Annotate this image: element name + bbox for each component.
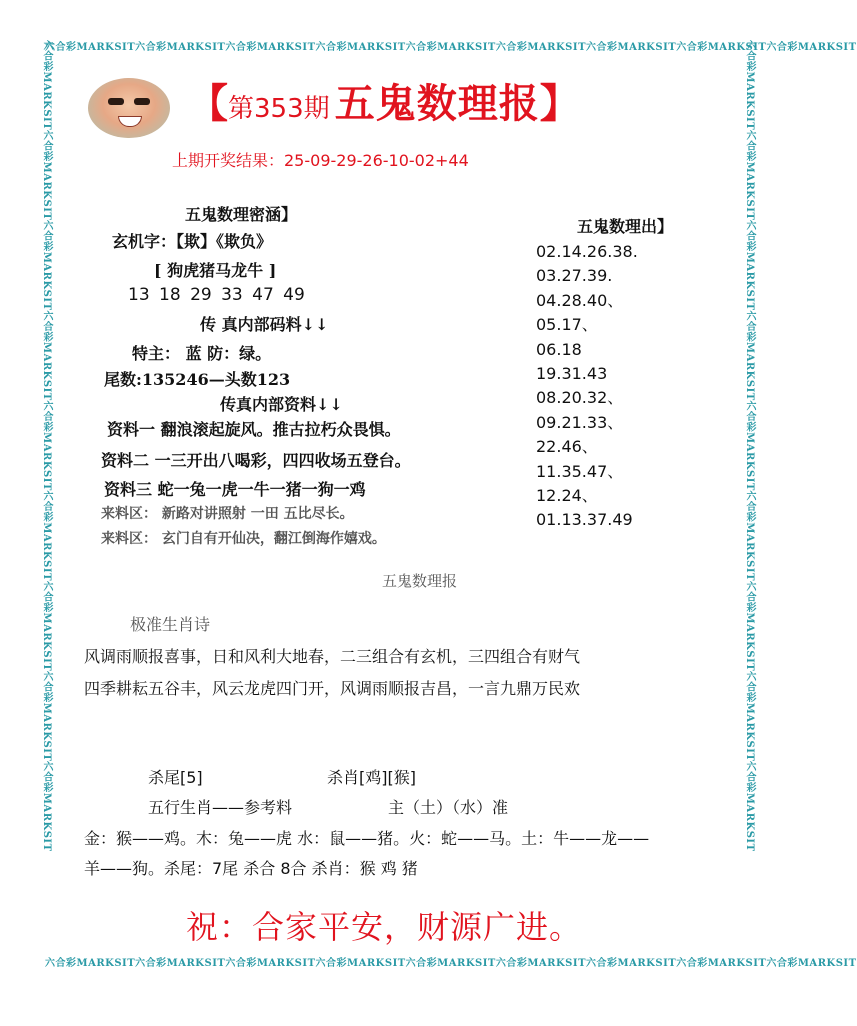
kill-zodiac: 杀肖[鸡][猴] (327, 768, 416, 787)
left-heading: 五鬼数理密涵】 (185, 205, 298, 224)
poem-line-2: 四季耕耘五谷丰，风云龙虎四门开，风调雨顺报吉昌，一言九鼎万民欢 (84, 679, 581, 698)
ziliao-2: 资料二 一三开出八喝彩，四四收场五登台。 (101, 451, 411, 470)
poem-line-1: 风调雨顺报喜事，日和风利大地春，二三组合有玄机，三四组合有财气 (84, 647, 581, 666)
fax-line-1: 传 真内部码料↓↓ (200, 315, 329, 334)
laoliao-2: 来料区： 玄门自有开仙决，翻江倒海作嬉戏。 (101, 531, 386, 547)
wuxing-line-1: 金：猴——鸡。木：兔——虎 水：鼠——猪。火：蛇——马。土：牛——龙—— (84, 829, 650, 848)
number-row: 12.24、 (536, 486, 598, 506)
number-row: 01.13.37.49 (536, 510, 633, 530)
special-line: 特主： 蓝 防：绿。 (132, 344, 272, 363)
wuxing-line-2: 羊——狗。杀尾：7尾 杀合 8合 杀肖：猴 鸡 猪 (84, 859, 418, 878)
wuxing-main: 主（土）（水）准 (388, 798, 509, 817)
number-row: 02.14.26.38. (536, 242, 638, 261)
issue-number: 第353期 (228, 94, 330, 124)
title-bracket-close: 】 (539, 81, 580, 127)
xuanji-line: 玄机字：【欺】《欺负》 (112, 232, 273, 251)
number-row: 09.21.33、 (536, 412, 624, 432)
border-left: 六合彩MARKSIT六合彩MARKSIT六合彩MARKSIT六合彩MARKSIT六合彩MARKSIT六合彩MARKSIT六合彩MARKSIT六合彩MARKSIT六合彩MARKSIT (41, 40, 52, 852)
border-bottom: 六合彩MARKSIT六合彩MARKSIT六合彩MARKSIT六合彩MARKSIT六合彩MARKSIT六合彩MARKSIT六合彩MARKSIT六合彩MARKSIT六合彩MARKSIT (45, 958, 857, 969)
number-row: 22.46、 (536, 437, 598, 457)
border-top: 六合彩MARKSIT六合彩MARKSIT六合彩MARKSIT六合彩MARKSIT六合彩MARKSIT六合彩MARKSIT六合彩MARKSIT六合彩MARKSIT六合彩MARKSIT (45, 42, 857, 53)
right-number-list (536, 240, 638, 533)
tail-line: 尾数:135246—头数123 (104, 370, 291, 389)
section-subtitle: 五鬼数理报 (382, 572, 458, 590)
wuxing-label: 五行生肖——参考料 (148, 798, 293, 817)
ziliao-3: 资料三 蛇一兔一虎一牛一猪一狗一鸡 (104, 480, 366, 499)
number-row: 19.31.43 (536, 364, 608, 384)
border-right: 六合彩MARKSIT六合彩MARKSIT六合彩MARKSIT六合彩MARKSIT六合彩MARKSIT六合彩MARKSIT六合彩MARKSIT六合彩MARKSIT六合彩MARKSIT (744, 40, 755, 852)
ziliao-1: 资料一 翻浪滚起旋风。推古拉朽众畏惧。 (107, 420, 401, 439)
portrait-image (88, 78, 170, 138)
poem-label: 极准生肖诗 (130, 615, 211, 634)
last-result: 上期开奖结果：25-09-29-26-10-02+44 (172, 151, 469, 170)
fax-line-2: 传真内部资料↓↓ (220, 395, 343, 414)
laoliao-1: 来料区： 新路对讲照射 一田 五比尽长。 (101, 506, 354, 522)
number-row: 03.27.39. (536, 266, 613, 286)
number-row: 06.18 (536, 339, 582, 359)
number-row: 04.28.40、 (536, 290, 624, 310)
number-row: 11.35.47、 (536, 461, 624, 481)
blessing: 祝：合家平安，财源广进。 (186, 908, 583, 946)
page-title (188, 78, 580, 130)
number-row: 08.20.32、 (536, 388, 624, 408)
zodiac-line: [ 狗虎猪马龙牛 ] (154, 261, 277, 280)
kill-tail: 杀尾[5] (148, 768, 203, 787)
right-heading: 五鬼数理出】 (577, 217, 674, 236)
numbers-line: 13 18 29 33 47 49 (128, 285, 305, 305)
title-text: 五鬼数理报 (334, 80, 540, 127)
number-row: 05.17、 (536, 315, 598, 335)
title-bracket-open: 【 (188, 81, 228, 127)
